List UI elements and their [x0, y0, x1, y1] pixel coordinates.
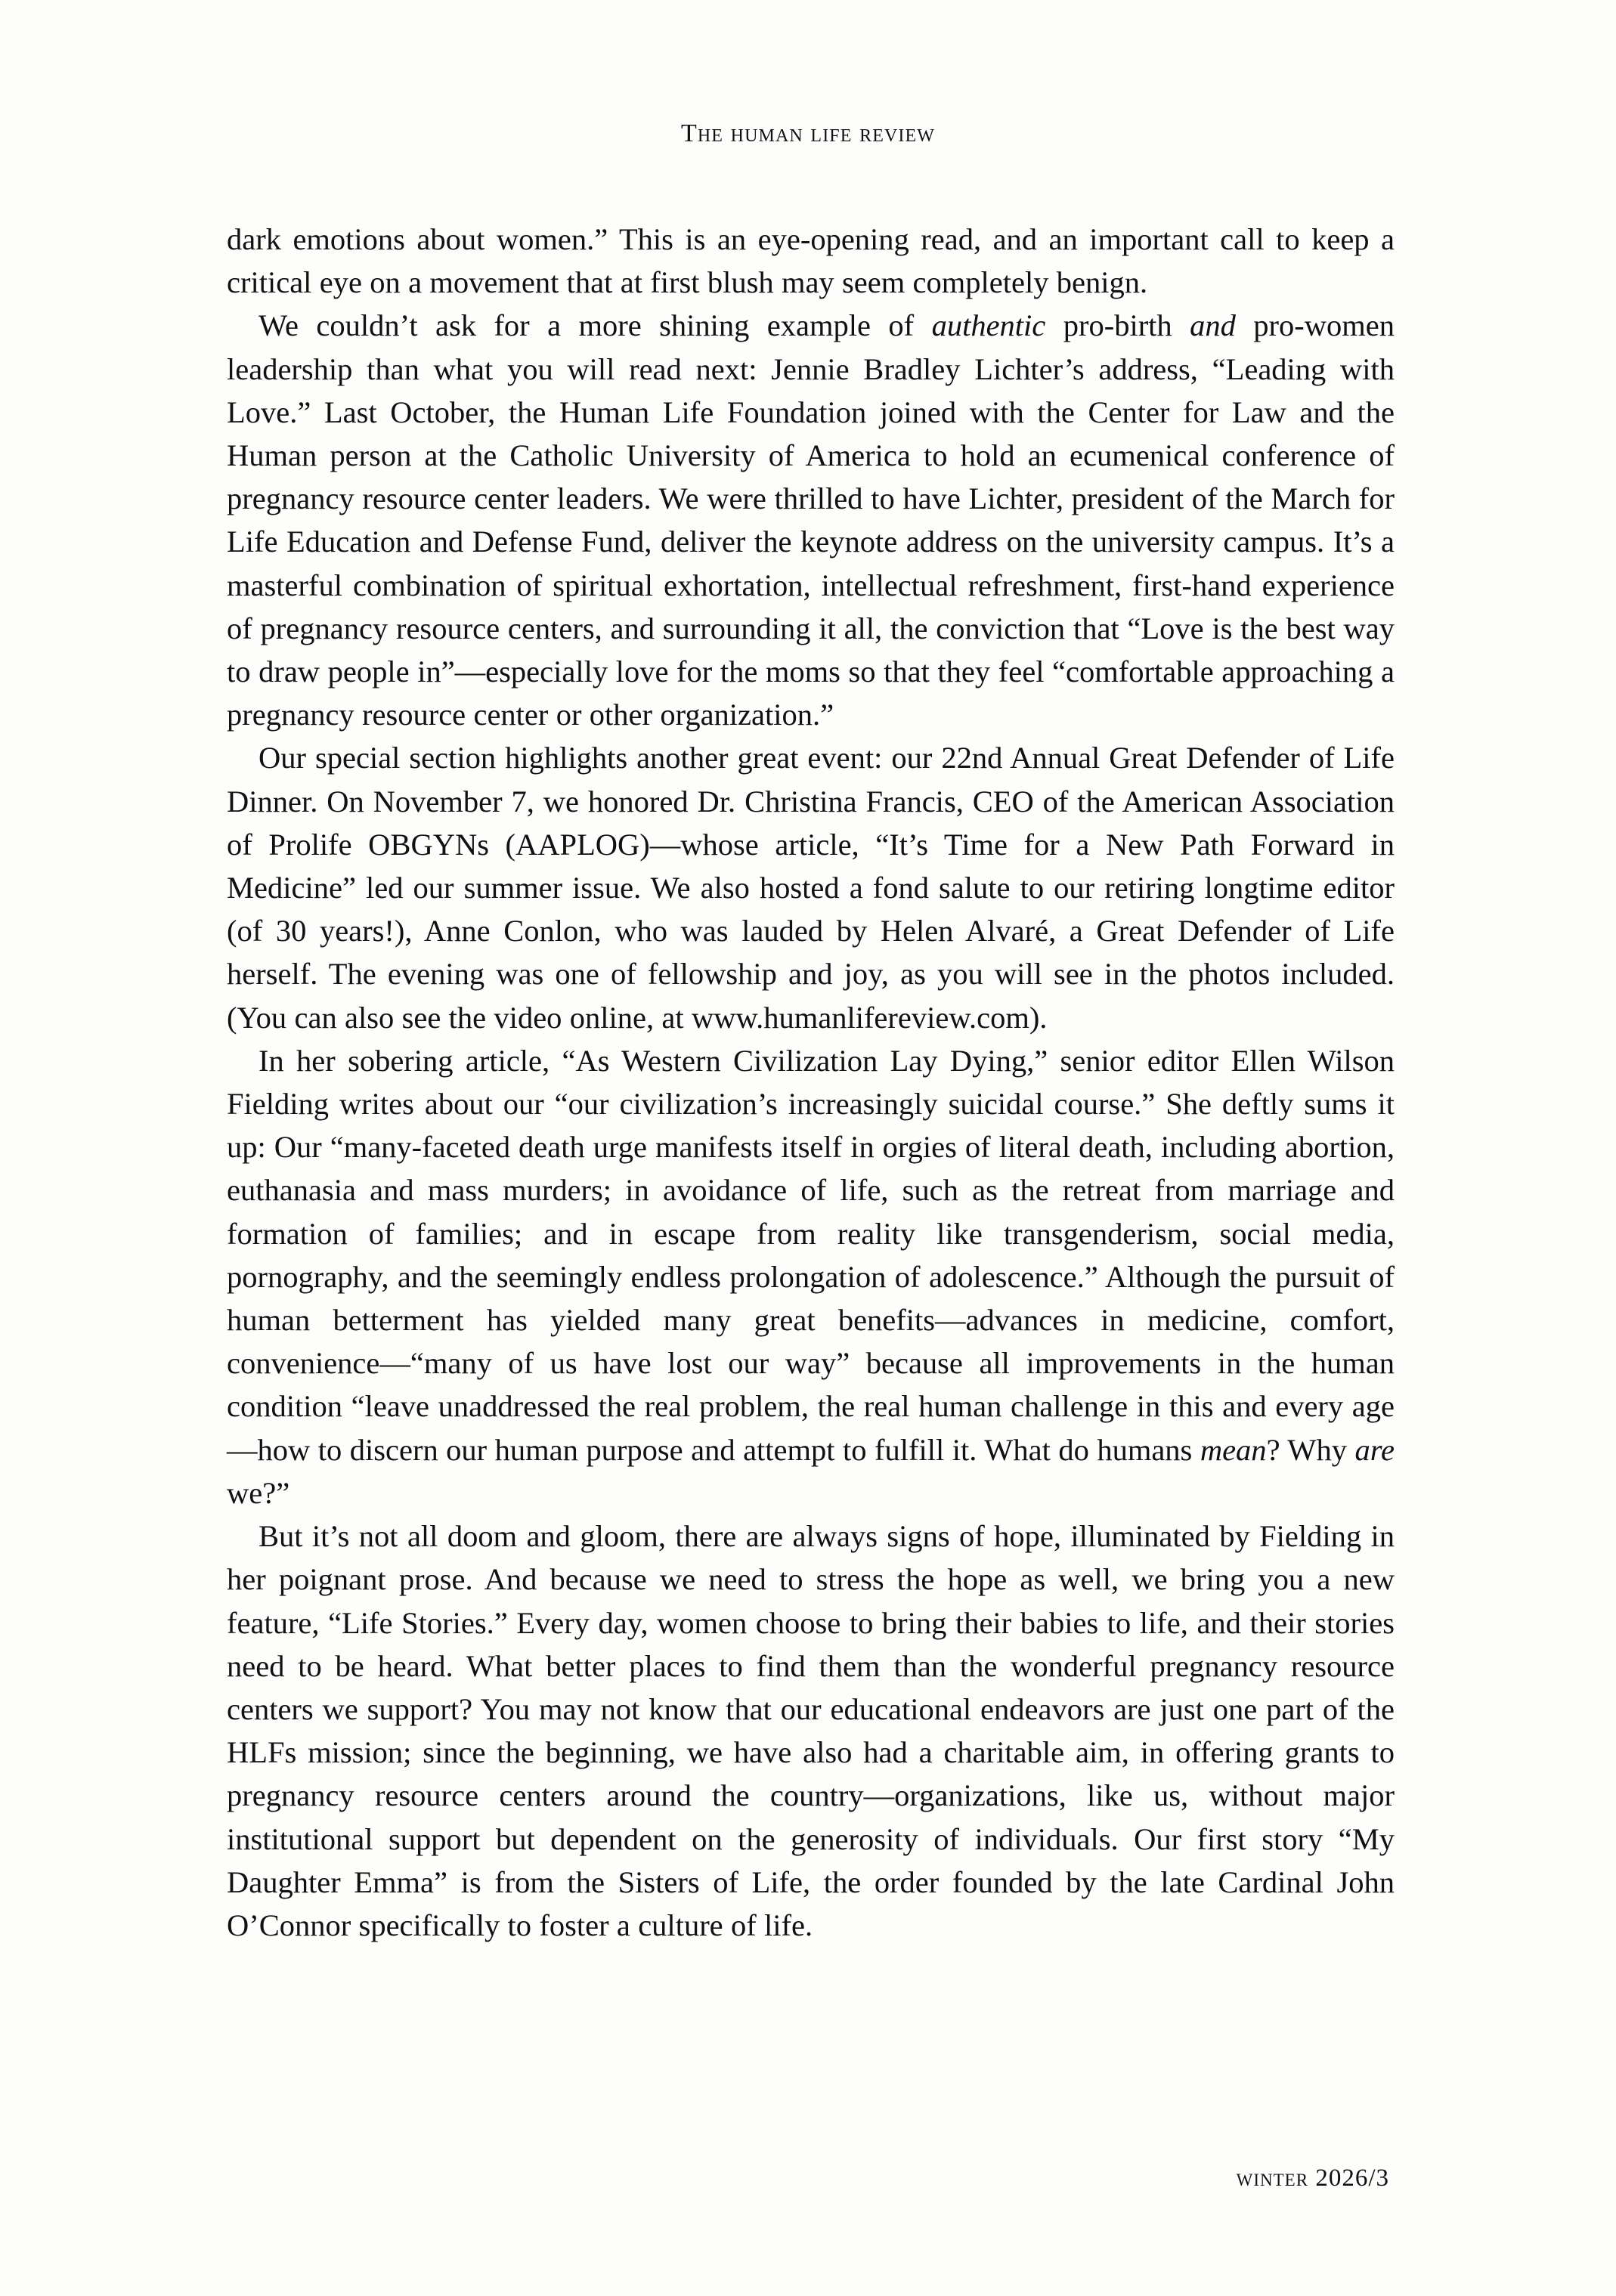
para-western-civilization: In her sobering article, “As Western Civilization Lay Dying,” senior editor Ellen Wilson Fielding writes about our “our civilization’s increasingly suicidal course.” She deftly sums it up: Our “many-faceted death urge manifests itself in orgies of literal death, including abortion, euthanasia and mass murders; in avoidance of life, such as the retreat from marriage and formation of families; and in escape from reality like transgenderism, social media, pornography, and the seemingly endless prolongation of adolescence.” Although the pursuit of human betterment has yielded many great benefits—advances in medicine, comfort, convenience—“many of us have lost our way” because all improvements in the human condition “leave unaddressed the real problem, the real human challenge in this and every age—how to discern our human purpose and attempt to fulfill it. What do humans mean? Why are we?” — [227, 1043, 1395, 1510]
para-leading-with-love: We couldn’t ask for a more shining example of authentic pro-birth and pro-women leadership than what you will read next: Jennie Bradley Lichter’s address, “Leading with Love.” Last October, the Human Life Foundation joined with the Center for Law and the Human person at the Catholic University of America to hold an ecumenical conference of pregnancy resource center leaders. We were thrilled to have Lichter, president of the March for Life Education and Defense Fund, deliver the keynote address on the university campus. It’s a masterful combination of spiritual exhortation, intellectual refreshment, first-hand experience of pregnancy resource centers, and surrounding it all, the conviction that “Love is the best way to draw people in”—especially love for the moms so that they feel “comfortable approaching a pregnancy resource center or other organization.” — [227, 308, 1395, 732]
page-folio — [1237, 2164, 1389, 2192]
body-text-column — [227, 218, 1395, 1947]
folio-label: winter 2026/3 — [1236, 2164, 1389, 2192]
para-great-defender-dinner: Our special section highlights another great event: our 22nd Annual Great Defender of Life Dinner. On November 7, we honored Dr. Christina Francis, CEO of the American Association of Prolife OBGYNs (AAPLOG)—whose article, “It’s Time for a New Path Forward in Medicine” led our summer issue. We also hosted a fond salute to our retiring longtime editor (of 30 years!), Anne Conlon, who was lauded by Helen Alvaré, a Great Defender of Life herself. The evening was one of fellowship and joy, as you will see in the photos included. (You can also see the video online, at www.humanlifereview.com). — [227, 741, 1395, 1035]
para-life-stories: But it’s not all doom and gloom, there are always signs of hope, illuminated by Fielding in her poignant prose. And because we need to stress the hope as well, we bring you a new feature, “Life Stories.” Every day, women choose to bring their babies to life, and their stories need to be heard. What better places to find them than the wonderful pregnancy resource centers we support? You may not know that our educational endeavors are just one part of the HLFs mission; since the beginning, we have also had a charitable aim, in offering grants to pregnancy resource centers around the country—organizations, like us, without major institutional support but dependent on the generosity of individuals. Our first story “My Daughter Emma” is from the Sisters of Life, the order founded by the late Cardinal John O’Connor specifically to foster a culture of life. — [227, 1519, 1395, 1942]
para-continued-dark-emotions: dark emotions about women.” This is an eye-opening read, and an important call to keep a critical eye on a movement that at first blush may seem completely benign. — [227, 222, 1395, 300]
running-head: The human life review — [681, 119, 935, 147]
